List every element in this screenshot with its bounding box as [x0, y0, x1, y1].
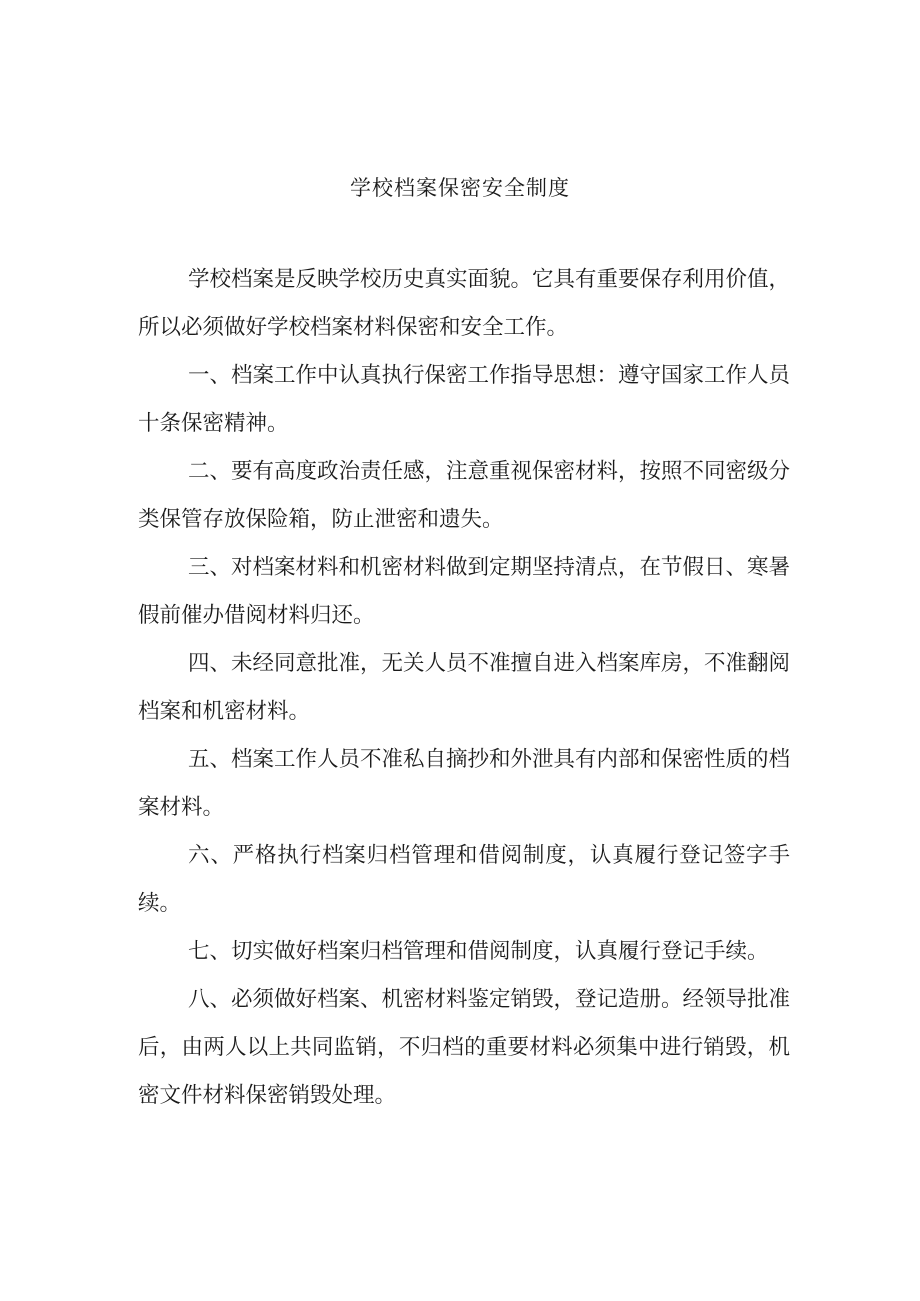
paragraph-rule-7: 七、切实做好档案归档管理和借阅制度，认真履行登记手续。	[188, 939, 769, 964]
paragraph-rule-6: 六、严格执行档案归档管理和借阅制度，认真履行登记签字手续。	[138, 843, 790, 916]
paragraph-rule-5: 五、档案工作人员不准私自摘抄和外泄具有内部和保密性质的档案材料。	[138, 747, 791, 820]
document-title: 学校档案保密安全制度	[350, 176, 570, 200]
paragraph-rule-1: 一、档案工作中认真执行保密工作指导思想：遵守国家工作人员十条保密精神。	[138, 363, 791, 436]
paragraph-rule-3: 三、对档案材料和机密材料做到定期坚持清点，在节假日、寒暑假前催办借阅材料归还。	[138, 555, 791, 628]
paragraph-intro: 学校档案是反映学校历史真实面貌。它具有重要保存利用价值，所以必须做好学校档案材料保密和安全工作。	[138, 267, 791, 340]
document-body	[138, 256, 790, 1120]
paragraph-rule-4: 四、未经同意批准，无关人员不准擅自进入档案库房，不准翻阅档案和机密材料。	[138, 651, 791, 724]
paragraph-rule-8: 八、必须做好档案、机密材料鉴定销毁，登记造册。经领导批准后，由两人以上共同监销，不归档的重要材料必须集中进行销毁，机密文件材料保密销毁处理。	[138, 987, 791, 1108]
paragraph-rule-2: 二、要有高度政治责任感，注意重视保密材料，按照不同密级分类保管存放保险箱，防止泄密和遗失。	[138, 459, 791, 532]
